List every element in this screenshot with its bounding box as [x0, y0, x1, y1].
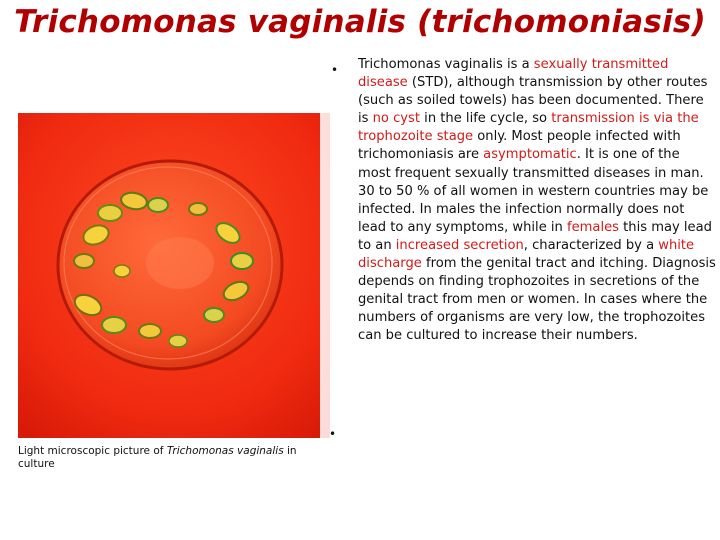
caption-suffix: in culture	[18, 445, 297, 470]
bullet-1: •	[331, 63, 339, 77]
highlight-white-discharge: white discharge	[358, 237, 695, 272]
text-run: in the life cycle, so	[420, 111, 552, 127]
micrograph-image	[18, 113, 330, 438]
text-run: only. Most people infected with trichomoniasis are	[358, 129, 681, 163]
slide-title: Trichomonas vaginalis (trichomoniasis)	[14, 4, 706, 40]
text-run: (STD), although transmission by other routes (such as soiled towels) has been documented. There is	[358, 75, 708, 127]
image-caption	[18, 445, 318, 471]
text-run: from the genital tract and itching. Diagnosis depends on finding trophozoites in secretions of the genital tract from men or women. In cases where the numbers of organisms are very low, the trophozoites can be cultured to increase their numbers.	[358, 256, 716, 344]
highlight-transmission: transmission is via the trophozoite stage	[358, 111, 699, 145]
bullet-2: •	[329, 427, 337, 441]
caption-prefix: Light microscopic picture of	[18, 445, 167, 457]
highlight-sexually-transmitted: sexually transmitted disease	[358, 57, 669, 91]
text-run: . It is one of the most frequent sexually transmitted diseases in man. 30 to 50 % of all women in western countries may be infected. In males the infection normally does not lead to any symptoms, while in	[358, 147, 709, 235]
caption-species: Trichomonas vaginalis	[166, 445, 284, 457]
text-run: , characterized by a	[523, 237, 659, 253]
description-paragraph	[358, 56, 716, 346]
highlight-no-cyst: no cyst	[372, 111, 421, 127]
text-run: this may lead to an	[358, 219, 712, 253]
highlight-females: females	[567, 219, 619, 235]
micrograph-illustration	[18, 113, 330, 438]
highlight-asymptomatic: asymptomatic	[483, 147, 577, 163]
highlight-increased-secretion: increased secretion	[395, 237, 524, 253]
text-run: Trichomonas vaginalis is a	[358, 57, 534, 72]
